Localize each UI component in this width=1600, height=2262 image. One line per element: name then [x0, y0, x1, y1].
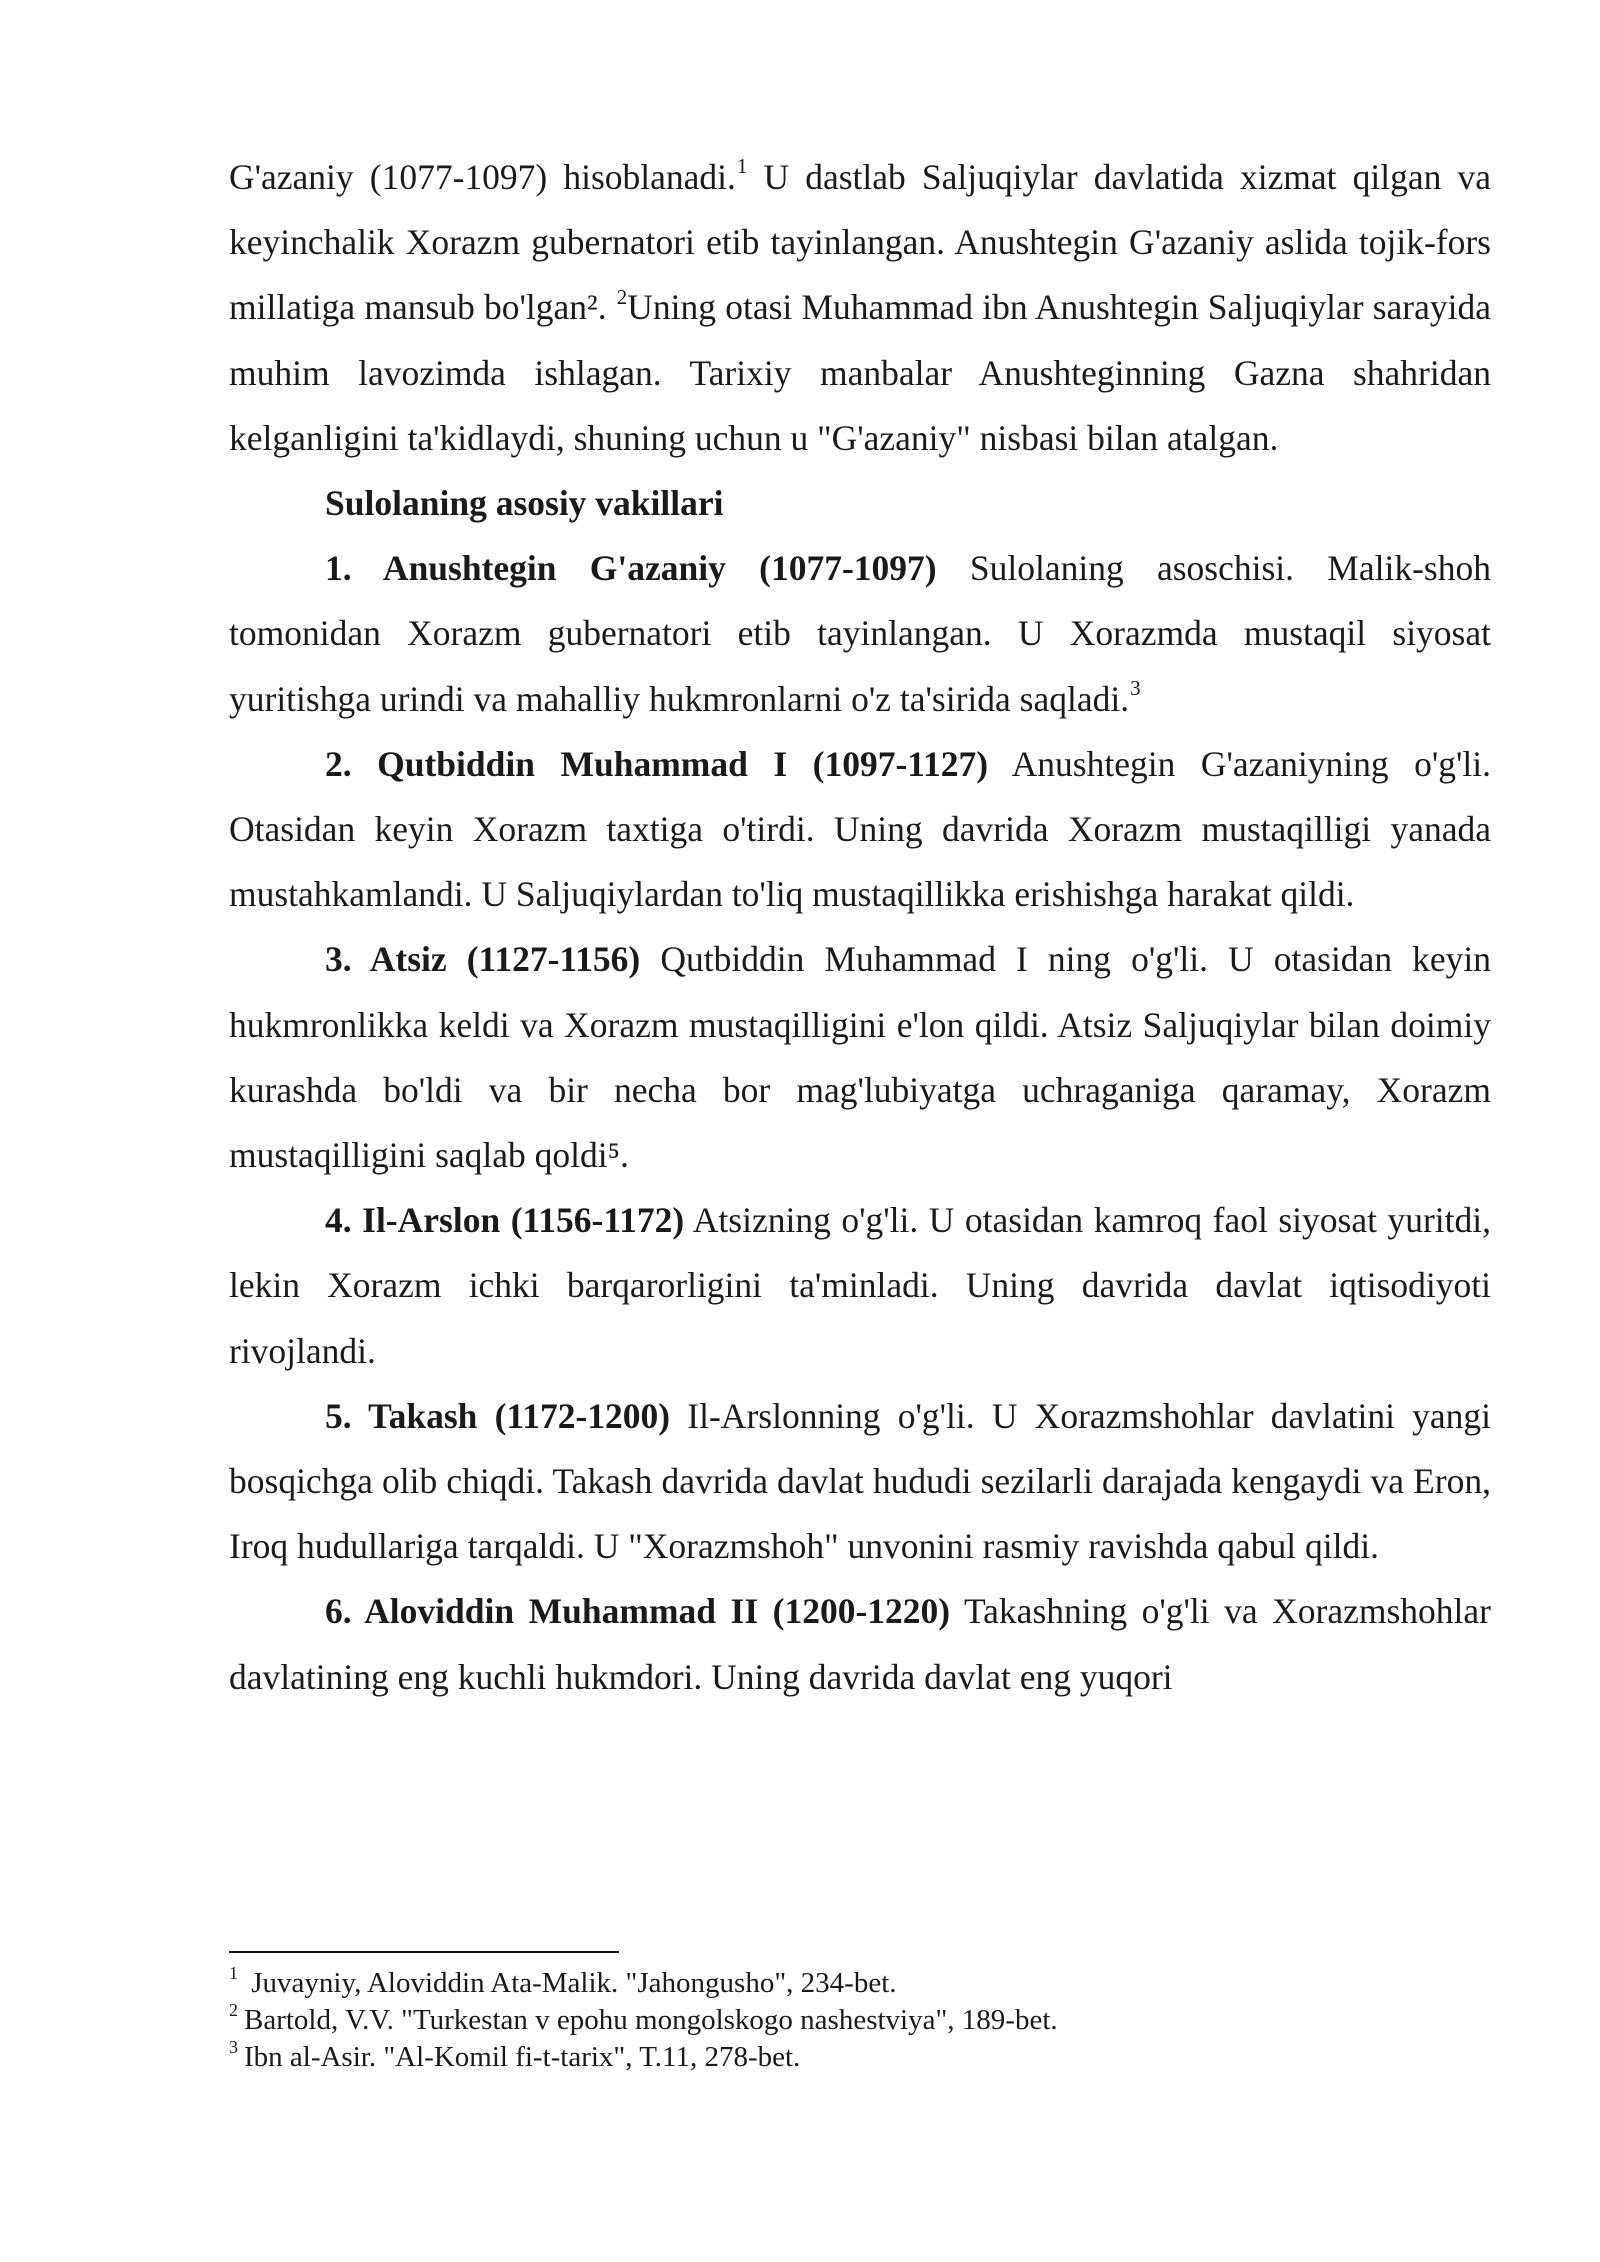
- footnote-text-3: Ibn al-Asir. "Al-Komil fi-t-tarix", T.11, 278-bet.: [244, 2041, 801, 2073]
- footnote-text-1: Juvayniy, Aloviddin Ata-Malik. "Jahongusho", 234-bet.: [244, 1967, 897, 1999]
- ruler-paragraph-4: [229, 1188, 1491, 1384]
- footnote-mark-2: 2: [229, 2000, 238, 2021]
- footnote-2: [229, 2002, 1491, 2039]
- footnote-3: [229, 2039, 1491, 2076]
- intro-text-3: Uning otasi Muhammad ibn Anushtegin Saljuqiylar sarayida muhim lavozimda ishlagan. Tarixiy manbalar Anushteginning Gazna shahridan kelganligini ta'kidlaydi, shuning uchun u "G'azaniy" nisbasi bilan atalgan.: [229, 287, 1491, 458]
- ruler-title-5: 5. Takash (1172-1200): [325, 1395, 671, 1436]
- footnote-ref-3[interactable]: 3: [1130, 675, 1141, 700]
- intro-text-1: G'azaniy (1077-1097) hisoblanadi.: [229, 157, 736, 197]
- ruler-text-6: Takashning o'g'li va Xorazmshohlar davlatining eng kuchli hukmdori. Uning davrida davlat eng yuqori: [229, 1591, 1491, 1697]
- footnote-1: [229, 1965, 1491, 2002]
- footnotes: [229, 1965, 1491, 2076]
- ruler-text-5: Il-Arslonning o'g'li. U Xorazmshohlar davlatini yangi bosqichga olib chiqdi. Takash davrida davlat hududi sezilarli darajada kengaydi va Eron, Iroq hudullariga tarqaldi. U "Xorazmshoh" unvonini rasmiy ravishda qabul qildi.: [229, 1395, 1491, 1567]
- ruler-paragraph-6: [229, 1579, 1491, 1709]
- intro-text-2: U dastlab Saljuqiylar davlatida xizmat qilgan va keyinchalik Xorazm gubernatori etib tayinlangan. Anushtegin G'azaniy aslida tojik-fors millatiga mansub bo'lgan².: [229, 157, 1491, 328]
- footnote-text-2: Bartold, V.V. "Turkestan v epohu mongolskogo nashestviya", 189-bet.: [244, 2004, 1058, 2036]
- ruler-title-6: 6. Aloviddin Muhammad II (1200-1220): [325, 1591, 951, 1632]
- ruler-text-1: Sulolaning asoschisi. Malik-shoh tomonidan Xorazm gubernatori etib tayinlangan. U Xorazmda mustaqil siyosat yuritishga urindi va mahalliy hukmronlarni o'z ta'sirida saqladi.: [229, 548, 1491, 719]
- intro-paragraph: [229, 145, 1491, 471]
- footnote-mark-1: 1: [229, 1963, 238, 1984]
- ruler-title-4: 4. Il-Arslon (1156-1172): [325, 1200, 685, 1241]
- section-heading: Sulolaning asosiy vakillari: [325, 483, 724, 524]
- ruler-paragraph-2: [229, 732, 1491, 928]
- footnote-ref-1[interactable]: 1: [736, 154, 748, 179]
- footnote-separator: [229, 1951, 619, 1953]
- ruler-title-2: 2. Qutbiddin Muhammad I (1097-1127): [325, 743, 989, 784]
- ruler-title-3: 3. Atsiz (1127-1156): [325, 939, 641, 980]
- ruler-text-3: Qutbiddin Muhammad I ning o'g'li. U otasidan keyin hukmronlikka keldi va Xorazm mustaqilligini e'lon qildi. Atsiz Saljuqiylar bilan doimiy kurashda bo'ldi va bir necha bor mag'lubiyatga uchraganiga qaramay, Xorazm mustaqilligini saqlab qoldi⁵.: [229, 939, 1492, 1176]
- ruler-paragraph-3: [229, 927, 1491, 1188]
- body-text: [229, 145, 1491, 1710]
- ruler-text-4: Atsizning o'g'li. U otasidan kamroq faol siyosat yuritdi, lekin Xorazm ichki barqarorligini ta'minladi. Uning davrida davlat iqtisodiyoti rivojlandi.: [229, 1200, 1491, 1371]
- footnote-mark-3: 3: [229, 2037, 238, 2058]
- ruler-text-2: Anushtegin G'azaniyning o'g'li. Otasidan keyin Xorazm taxtiga o'tirdi. Uning davrida Xorazm mustaqilligi yanada mustahkamlandi. U Saljuqiylardan to'liq mustaqillikka erishishga harakat qildi.: [229, 743, 1491, 915]
- footnote-ref-2[interactable]: 2: [616, 284, 628, 309]
- ruler-paragraph-1: [229, 536, 1491, 732]
- ruler-title-1: 1. Anushtegin G'azaniy (1077-1097): [325, 548, 937, 589]
- ruler-paragraph-5: [229, 1384, 1491, 1580]
